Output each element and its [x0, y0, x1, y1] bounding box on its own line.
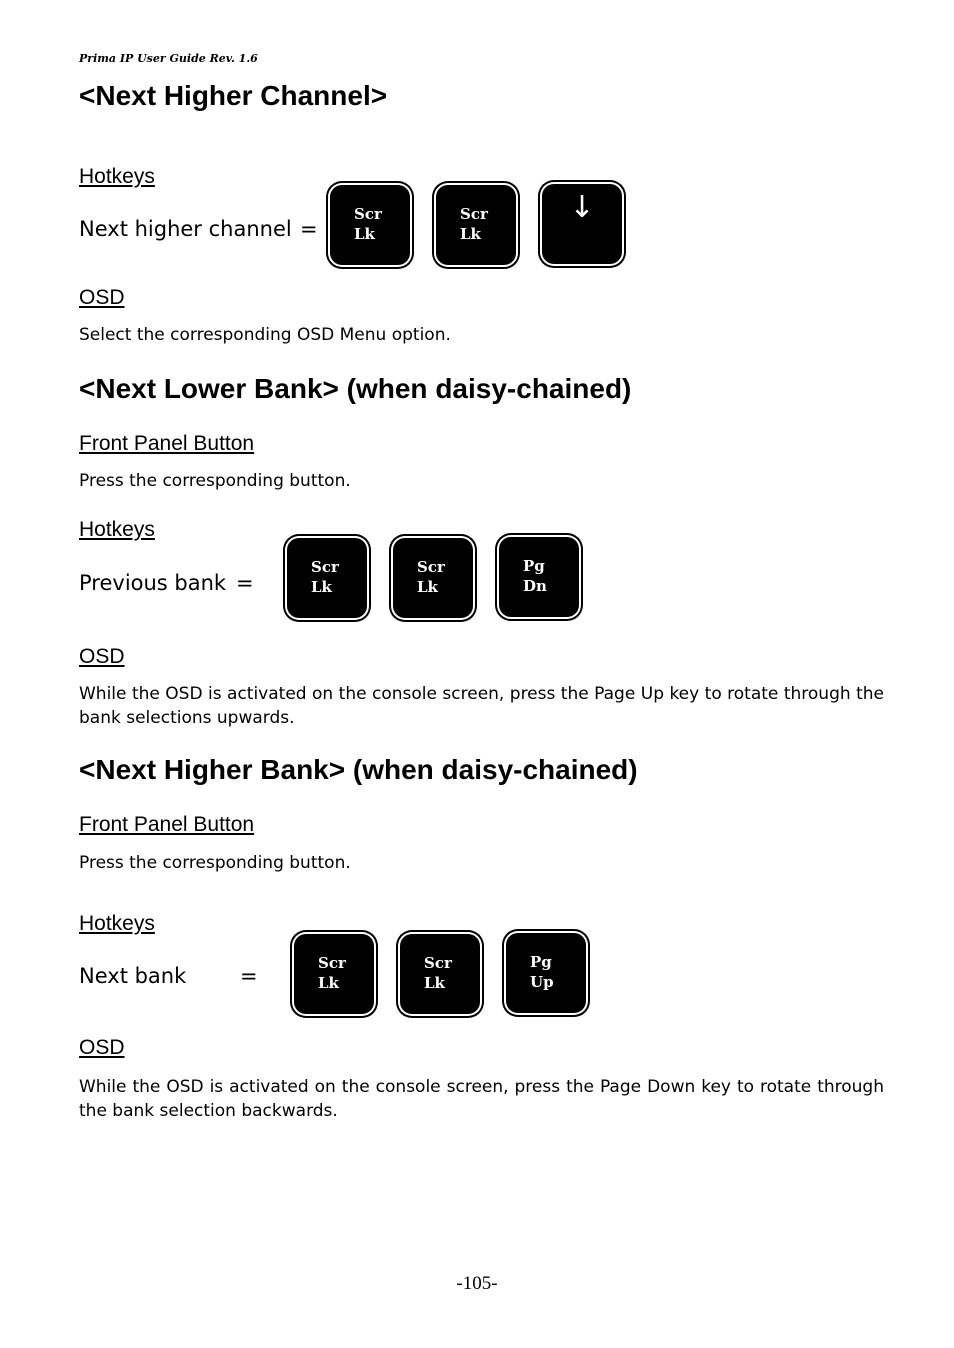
- down-arrow-icon: ↓: [569, 190, 595, 225]
- osd-text: While the OSD is activated on the console screen, press the Page Up key to rotate through the bank selections upwards.: [79, 684, 884, 728]
- hotkey-label: Previous bank: [79, 571, 227, 595]
- page-number: -105-: [456, 1273, 498, 1294]
- hotkeys-heading: Hotkeys: [79, 165, 155, 188]
- hotkey-label: Next bank: [79, 964, 187, 988]
- front-panel-text: Press the corresponding button.: [79, 471, 351, 491]
- down-arrow-key: [542, 184, 622, 264]
- section-title-next-higher-bank: <Next Higher Bank> (when daisy-chained): [79, 754, 638, 785]
- osd-text: Select the corresponding OSD Menu option.: [79, 325, 451, 345]
- key-label-line1: Scr: [311, 558, 339, 576]
- front-panel-heading: Front Panel Button: [79, 813, 255, 836]
- scroll-lock-key: [393, 538, 473, 618]
- page-up-key: [506, 933, 586, 1013]
- running-header: Prima IP User Guide Rev. 1.6: [79, 52, 258, 65]
- key-label-line2: Lk: [354, 225, 375, 243]
- key-label-line1: Scr: [417, 558, 445, 576]
- key-label-line1: Pg: [523, 557, 545, 575]
- key-label-line2: Lk: [424, 974, 445, 992]
- front-panel-heading: Front Panel Button: [79, 432, 255, 455]
- osd-heading: OSD: [79, 286, 125, 309]
- key-label-line2: Lk: [318, 974, 339, 992]
- equals-sign: =: [300, 217, 318, 241]
- osd-text: While the OSD is activated on the console screen, press the Page Down key to rotate through the bank selection backwards.: [79, 1077, 884, 1121]
- hotkeys-heading: Hotkeys: [79, 518, 155, 541]
- key-label-line1: Scr: [460, 205, 488, 223]
- hotkey-label: Next higher channel: [79, 217, 292, 241]
- front-panel-text: Press the corresponding button.: [79, 853, 351, 873]
- key-label-line2: Lk: [460, 225, 481, 243]
- hotkeys-heading: Hotkeys: [79, 912, 155, 935]
- equals-sign: =: [240, 964, 258, 988]
- page-down-key: [499, 537, 579, 617]
- scroll-lock-key: [294, 934, 374, 1014]
- osd-heading: OSD: [79, 1036, 125, 1059]
- key-label-line1: Pg: [530, 953, 552, 971]
- scroll-lock-key: [330, 185, 410, 265]
- key-label-line2: Lk: [311, 578, 332, 596]
- equals-sign: =: [236, 571, 254, 595]
- key-label-line2: Dn: [523, 577, 547, 595]
- scroll-lock-key: [287, 538, 367, 618]
- scroll-lock-key: [400, 934, 480, 1014]
- key-label-line1: Scr: [354, 205, 382, 223]
- key-label-line2: Up: [530, 973, 554, 991]
- key-label-line1: Scr: [318, 954, 346, 972]
- section-title-next-higher-channel: <Next Higher Channel>: [79, 80, 388, 111]
- scroll-lock-key: [436, 185, 516, 265]
- section-title-next-lower-bank: <Next Lower Bank> (when daisy-chained): [79, 373, 632, 404]
- osd-heading: OSD: [79, 645, 125, 668]
- key-label-line2: Lk: [417, 578, 438, 596]
- key-label-line1: Scr: [424, 954, 452, 972]
